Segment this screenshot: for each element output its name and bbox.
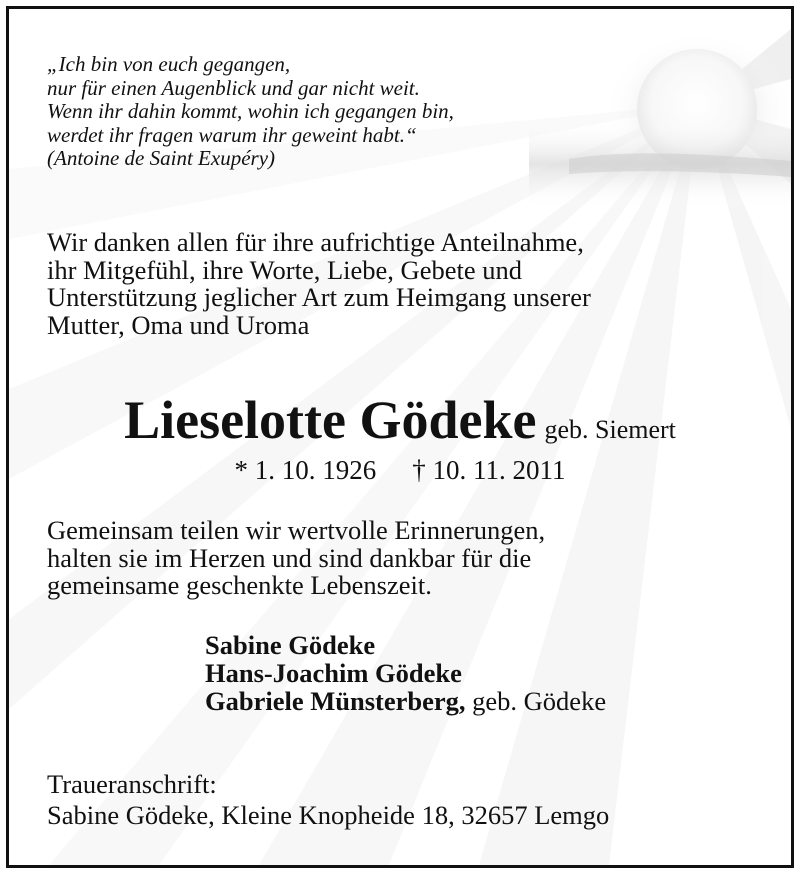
death-date: † 10. 11. 2011 — [412, 455, 566, 485]
thanks-line: Unterstützung jeglicher Art zum Heimgang unserer — [47, 282, 591, 312]
maiden-name: geb. Siemert — [544, 415, 676, 444]
thanks-line: Mutter, Oma und Uroma — [47, 309, 310, 340]
birth-date: * 1. 10. 1926 — [234, 455, 377, 485]
quote-block — [47, 53, 454, 171]
quote-line: werdet ihr fragen warum ihr geweint habt.“ — [47, 122, 417, 147]
quote-line: Wenn ihr dahin kommt, wohin ich gegangen bin, — [47, 99, 454, 124]
memories-line: gemeinsame geschenkte Lebenszeit. — [47, 570, 432, 600]
deceased-name: Lieselotte Gödeke — [124, 390, 537, 450]
deceased-name-row — [9, 389, 791, 451]
memories-paragraph — [47, 517, 545, 600]
life-dates — [9, 455, 791, 486]
mourning-address — [47, 769, 609, 831]
signer-name: Hans-Joachim Gödeke — [205, 658, 462, 688]
address-label: Traueranschrift: — [47, 769, 217, 799]
signer-maiden-name: geb. Gödeke — [472, 686, 607, 716]
quote-author: (Antoine de Saint Exupéry) — [47, 146, 276, 171]
address-value: Sabine Gödeke, Kleine Knopheide 18, 32657 Lemgo — [47, 800, 610, 830]
quote-line: nur für einen Augenblick und gar nicht weit. — [47, 75, 420, 100]
signer-name: Sabine Gödeke — [205, 630, 376, 660]
thanks-paragraph — [47, 229, 591, 339]
thanks-line: Wir danken allen für ihre aufrichtige Anteilnahme, — [47, 227, 584, 257]
thanks-line: ihr Mitgefühl, ihre Worte, Liebe, Gebete und — [47, 254, 522, 285]
memories-line: halten sie im Herzen und sind dankbar für die — [47, 542, 532, 573]
signer-name: Gabriele Münsterberg, — [205, 686, 466, 716]
memories-line: Gemeinsam teilen wir wertvolle Erinnerungen, — [47, 515, 546, 545]
obituary-card — [6, 6, 794, 868]
quote-line: „Ich bin von euch gegangen, — [47, 52, 291, 76]
text-layer — [9, 9, 791, 865]
signers-block — [205, 631, 606, 715]
